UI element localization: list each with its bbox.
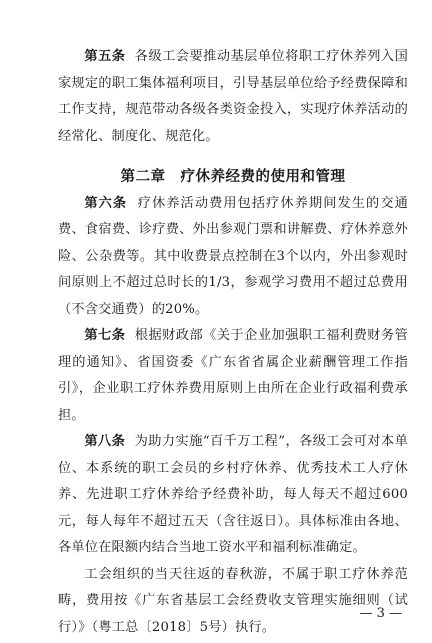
- article-7-text: 根据财政部《关于企业加强职工福利费财务管理的通知》、省国资委《广东省省属企业薪酬管理工作指引》，企业职工疗休养费用原则上由所在企业行政福利费承担。: [58, 328, 408, 423]
- article-6-paragraph: [58, 191, 408, 324]
- article-8-lead: 第八条: [84, 434, 126, 449]
- chapter-title: 第二章 疗休养经费的使用和管理: [120, 169, 346, 185]
- article-7-lead: 第七条: [84, 328, 126, 343]
- article-6-text: 疗休养活动费用包括疗休养期间发生的交通费、食宿费、诊疗费、外出参观门票和讲解费、疗休养意外险、公杂费等。其中收费景点控制在3个以内，外出参观时间原则上不超过总时长的1/3，参观学习费用不超过总费用（不含交通费）的20%。: [58, 195, 408, 317]
- article-7-paragraph: [58, 323, 408, 429]
- page-number: — 3 —: [359, 606, 402, 621]
- document-page: [58, 44, 408, 641]
- article-5-paragraph: [58, 44, 408, 150]
- spring-autumn-trip-paragraph: [58, 562, 408, 642]
- article-8-paragraph: [58, 429, 408, 562]
- article-6-lead: 第六条: [84, 195, 128, 211]
- article-8-text: 为助力实施“百千万工程”，各级工会可对本单位、本系统的职工会员的乡村疗休养、优秀技术工人疗休养、先进职工疗休养给予经费补助，每人每天不超过600元，每人每年不超过五天（含往返日）。具体标准由各地、各单位在限额内结合当地工资水平和福利标准确定。: [58, 434, 408, 555]
- article-5-lead: 第五条: [84, 49, 126, 64]
- spring-autumn-trip-text: 工会组织的当天往返的春秋游，不属于职工疗休养范畴，费用按《广东省基层工会经费收支管理实施细则（试行）》（粤工总〔2018〕5号）执行。: [58, 566, 408, 635]
- article-5-text: 各级工会要推动基层单位将职工疗休养列入国家规定的职工集体福利项目，引导基层单位给予经费保障和工作支持，规范带动各级各类资金投入，实现疗休养活动的经常化、制度化、规范化。: [58, 49, 408, 144]
